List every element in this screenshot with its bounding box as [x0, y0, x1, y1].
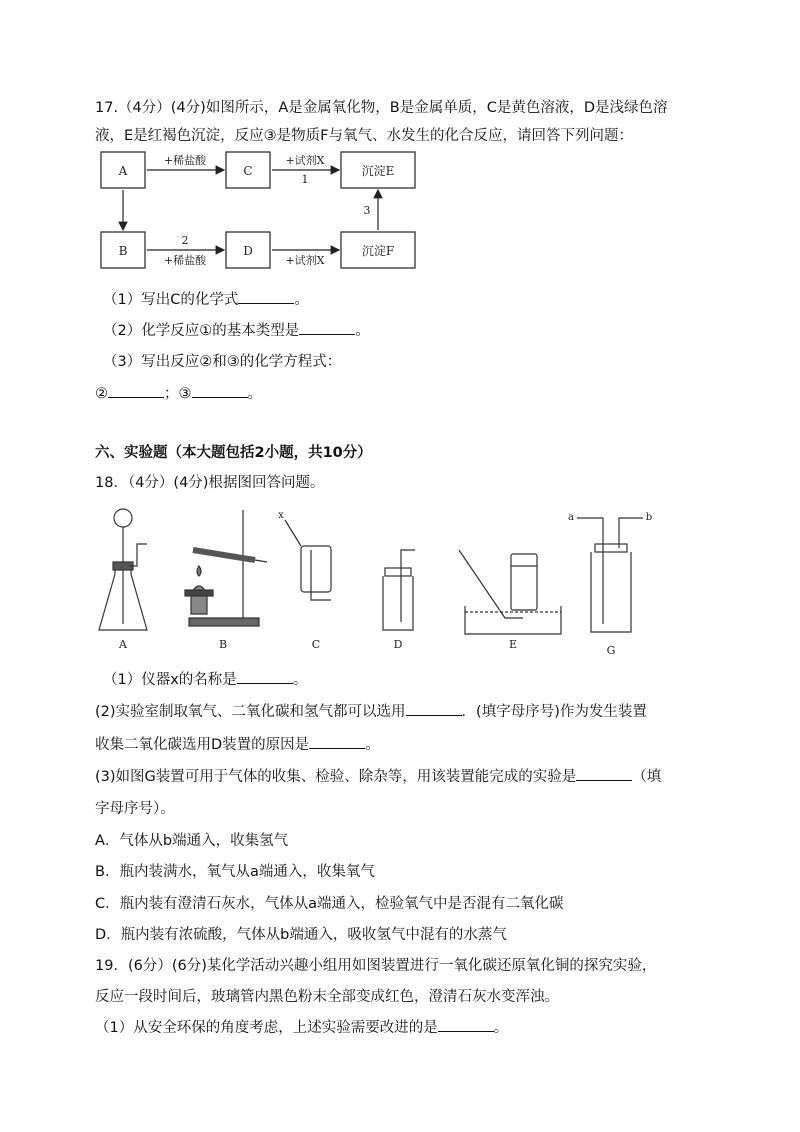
label-ce-top: +试剂X	[285, 154, 325, 167]
apparatus-label-d: D	[393, 638, 403, 651]
answer-blank-g[interactable]	[576, 779, 632, 781]
q17-equations: ② ；③ 。	[95, 386, 262, 402]
apparatus-e	[459, 550, 561, 634]
label-ce-num: 1	[301, 173, 309, 186]
box-e-label: 沉淀E	[361, 164, 395, 178]
q18-sub1: （1）仪器x的名称是 。	[103, 672, 308, 688]
apparatus-label-b: B	[218, 638, 228, 651]
label-x: x	[278, 510, 284, 521]
label-bd: +稀盐酸	[163, 254, 207, 267]
section-6-heading: 六、实验题（本大题包括2小题，共10分）	[95, 445, 372, 461]
label-df: +试剂X	[285, 254, 325, 267]
apparatus-g	[577, 518, 643, 632]
label-b: b	[645, 512, 653, 523]
apparatus-d	[383, 550, 415, 630]
label-ac: +稀盐酸	[163, 154, 207, 167]
q19-line-1: 19．(6分）(6分)某化学活动兴趣小组用如图装置进行一氧化碳还原氧化铜的探究实验，	[95, 958, 657, 974]
q17-flow-diagram	[95, 146, 425, 276]
q18-sub2b: 收集二氧化碳选用D装置的原因是 。	[95, 737, 380, 753]
answer-blank-1[interactable]	[238, 302, 294, 304]
q18-option-d: D．瓶内装有浓硫酸，气体从b端通入，吸收氢气中混有的水蒸气	[95, 927, 507, 943]
box-d-label: D	[243, 244, 253, 258]
apparatus-c	[285, 520, 331, 600]
box-f-label: 沉淀F	[361, 244, 395, 258]
q18-line-1: 18．（4分）(4分)根据图回答问题。	[95, 475, 325, 491]
q17-line-2: 液，E是红褐色沉淀，反应③是物质F与氧气、水发生的化合反应，请回答下列问题：	[95, 128, 633, 144]
label-fe-num: 3	[363, 204, 371, 217]
answer-blank-reason[interactable]	[309, 747, 365, 749]
box-a-label: A	[118, 164, 128, 178]
apparatus-label-g: G	[606, 644, 616, 656]
q18-option-b: B．瓶内装满水，氧气从a端通入，收集氧气	[95, 864, 375, 880]
answer-blank-eq2[interactable]	[108, 396, 164, 398]
q17-sub1: （1）写出C的化学式 。	[103, 292, 309, 308]
apparatus-label-c: C	[311, 638, 321, 651]
q18-sub2: (2)实验室制取氧气、二氧化碳和氢气都可以选用 ．(填字母序号)作为发生装置	[95, 704, 647, 720]
label-bd-num: 2	[181, 234, 189, 247]
answer-blank-eq3[interactable]	[192, 396, 248, 398]
apparatus-label-a: A	[119, 638, 127, 651]
q17-sub2: （2）化学反应①的基本类型是 。	[103, 323, 370, 339]
label-a: a	[568, 512, 574, 523]
q18-option-c: C．瓶内装有澄清石灰水，气体从a端通入，检验氧气中是否混有二氧化碳	[95, 896, 564, 912]
apparatus-b	[185, 510, 267, 626]
box-b-label: B	[118, 244, 128, 258]
q19-sub1: （1）从安全环保的角度考虑，上述实验需要改进的是 。	[95, 1020, 509, 1036]
q18-apparatus-figure	[95, 506, 655, 656]
apparatus-a	[99, 509, 147, 630]
q18-sub3b: 字母序号）。	[95, 801, 175, 817]
answer-blank-x[interactable]	[237, 682, 293, 684]
q19-line-2: 反应一段时间后，玻璃管内黑色粉末全部变成红色，澄清石灰水变浑浊。	[95, 989, 559, 1005]
q17-sub3: （3）写出反应②和③的化学方程式：	[103, 354, 342, 370]
answer-blank-improve[interactable]	[438, 1030, 494, 1032]
q17-line-1: 17.（4分）(4分)如图所示，A是金属氧化物，B是金属单质，C是黄色溶液，D是浅绿色溶	[95, 100, 668, 116]
box-c-label: C	[243, 164, 253, 178]
answer-blank-generator[interactable]	[406, 714, 462, 716]
q18-option-a: A．气体从b端通入，收集氢气	[95, 833, 289, 849]
q18-sub3: (3)如图G装置可用于气体的收集、检验、除杂等，用该装置能完成的实验是 （填	[95, 769, 662, 785]
answer-blank-2[interactable]	[299, 333, 355, 335]
apparatus-label-e: E	[508, 638, 518, 651]
